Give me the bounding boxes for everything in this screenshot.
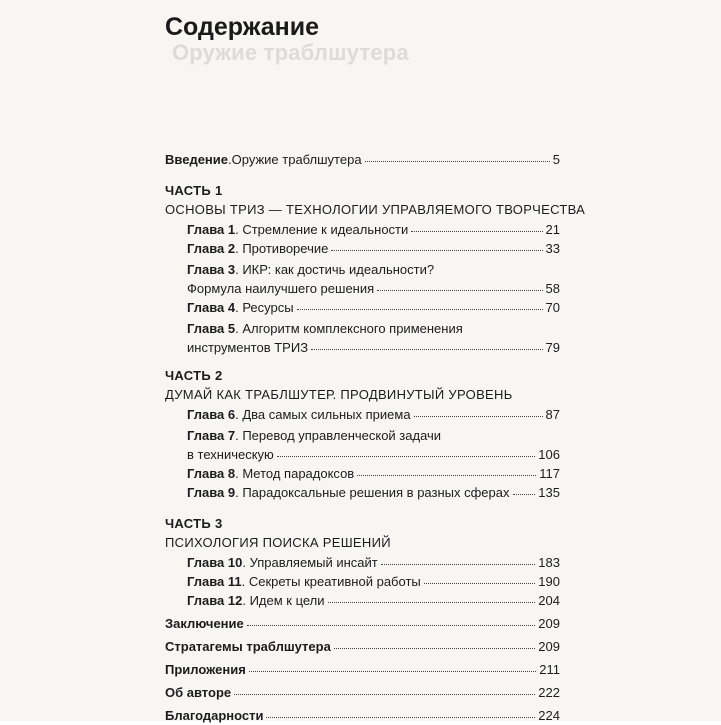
toc-entry-appendices <box>165 660 560 679</box>
chapter-title: . Идем к цели <box>242 593 325 608</box>
chapter-prefix: Глава 5 <box>187 321 236 336</box>
dot-leader <box>328 592 536 603</box>
page-number: 209 <box>538 616 560 631</box>
toc-entry-about-author <box>165 683 560 702</box>
toc-entry-chapter <box>165 239 560 258</box>
toc-entry-chapter <box>165 572 560 591</box>
chapter-title-continued: инструментов ТРИЗ <box>187 340 309 355</box>
entry-title: Благодарности <box>165 708 264 723</box>
dot-leader <box>513 484 536 495</box>
chapter-title: . Алгоритм комплексного применения <box>235 321 463 336</box>
chapter-title: . Управляемый инсайт <box>242 555 378 570</box>
chapter-prefix: Глава 4 <box>187 300 236 315</box>
chapter-title: . Противоречие <box>235 241 329 256</box>
chapter-title: . Метод парадоксов <box>235 466 355 481</box>
part-label: ЧАСТЬ 3 <box>165 516 223 531</box>
chapter-title: . Стремление к идеальности <box>235 222 409 237</box>
chapter-title: . Парадоксальные решения в разных сферах <box>235 485 510 500</box>
toc-entry-chapter <box>165 405 560 424</box>
dot-leader <box>249 661 536 672</box>
dot-leader <box>331 240 542 251</box>
page-number: 183 <box>538 555 560 570</box>
dot-leader <box>411 221 542 232</box>
entry-title: Заключение <box>165 616 244 631</box>
page-number: 222 <box>538 685 560 700</box>
dot-leader <box>334 638 535 649</box>
entry-title: Приложения <box>165 662 246 677</box>
chapter-title: . ИКР: как достичь идеальности? <box>235 262 435 277</box>
toc-entry-chapter-line1 <box>165 319 560 338</box>
toc-entry-chapter <box>165 553 560 572</box>
toc-entry-chapter-line1 <box>165 426 560 445</box>
toc-entry-chapter <box>165 220 560 239</box>
chapter-title: . Секреты креативной работы <box>241 574 421 589</box>
page-number: 106 <box>538 447 560 462</box>
dot-leader <box>266 707 535 718</box>
part-title: ПСИХОЛОГИЯ ПОИСКА РЕШЕНИЙ <box>165 535 391 550</box>
toc-entry-acknowledgements <box>165 706 560 725</box>
chapter-prefix: Глава 12 <box>187 593 243 608</box>
page-number: 79 <box>545 340 560 355</box>
chapter-prefix: Глава 2 <box>187 241 236 256</box>
part-label: ЧАСТЬ 2 <box>165 368 223 383</box>
page-number: 21 <box>545 222 560 237</box>
page-number: 87 <box>545 407 560 422</box>
chapter-prefix: Глава 6 <box>187 407 236 422</box>
dot-leader <box>277 446 535 457</box>
page-number: 204 <box>538 593 560 608</box>
toc-entry-chapter <box>165 464 560 483</box>
dot-leader <box>297 299 543 310</box>
chapter-prefix: Глава 7 <box>187 428 236 443</box>
toc-entry-chapter <box>165 483 560 502</box>
dot-leader <box>311 339 542 350</box>
chapter-prefix: Глава 10 <box>187 555 243 570</box>
dot-leader <box>247 615 536 626</box>
chapter-title-continued: Формула наилучшего решения <box>187 281 375 296</box>
dot-leader <box>381 554 536 565</box>
chapter-title: . Перевод управленческой задачи <box>235 428 442 443</box>
entry-title: Об авторе <box>165 685 232 700</box>
page-number: 211 <box>539 662 560 677</box>
chapter-title: . Два самых сильных приема <box>235 407 411 422</box>
chapter-title: . Ресурсы <box>235 300 294 315</box>
toc-entry-chapter-line1 <box>165 260 560 279</box>
chapter-prefix: Глава 1 <box>187 222 236 237</box>
dot-leader <box>365 151 550 162</box>
show-through-text: Оружие траблшутера <box>172 40 409 65</box>
toc-entry-chapter-line2 <box>165 445 560 464</box>
page-title: Содержание <box>165 13 320 41</box>
page-number: 5 <box>552 152 560 167</box>
toc-entry-chapter-line2 <box>165 338 560 357</box>
toc-entry-stratagems <box>165 637 560 656</box>
dot-leader <box>377 280 542 291</box>
part-title: ДУМАЙ КАК ТРАБЛШУТЕР. ПРОДВИНУТЫЙ УРОВЕНЬ <box>165 387 513 402</box>
entry-prefix: Введение <box>165 152 228 167</box>
page-number: 70 <box>545 300 560 315</box>
entry-separator: . <box>228 152 232 167</box>
chapter-title-continued: в техническую <box>187 447 274 462</box>
page-number: 33 <box>545 241 560 256</box>
page-number: 58 <box>545 281 560 296</box>
toc-entry-introduction <box>165 150 560 169</box>
dot-leader <box>234 684 535 695</box>
chapter-prefix: Глава 9 <box>187 485 236 500</box>
page-number: 117 <box>539 466 560 481</box>
entry-title: Стратагемы траблшутера <box>165 639 331 654</box>
chapter-prefix: Глава 8 <box>187 466 236 481</box>
page-number: 224 <box>538 708 560 723</box>
entry-title: Оружие траблшутера <box>231 152 362 167</box>
page-number: 190 <box>538 574 560 589</box>
part-label: ЧАСТЬ 1 <box>165 183 223 198</box>
toc-entry-chapter-line2 <box>165 279 560 298</box>
page-number: 209 <box>538 639 560 654</box>
chapter-prefix: Глава 11 <box>187 574 242 589</box>
table-of-contents <box>165 150 586 725</box>
dot-leader <box>424 573 536 584</box>
toc-entry-chapter <box>165 298 560 317</box>
toc-entry-conclusion <box>165 614 560 633</box>
part-title: ОСНОВЫ ТРИЗ — ТЕХНОЛОГИИ УПРАВЛЯЕМОГО ТВОРЧЕСТВА <box>165 202 586 217</box>
dot-leader <box>414 406 543 417</box>
page-number: 135 <box>538 485 560 500</box>
toc-entry-chapter <box>165 591 560 610</box>
chapter-prefix: Глава 3 <box>187 262 236 277</box>
dot-leader <box>357 465 536 476</box>
